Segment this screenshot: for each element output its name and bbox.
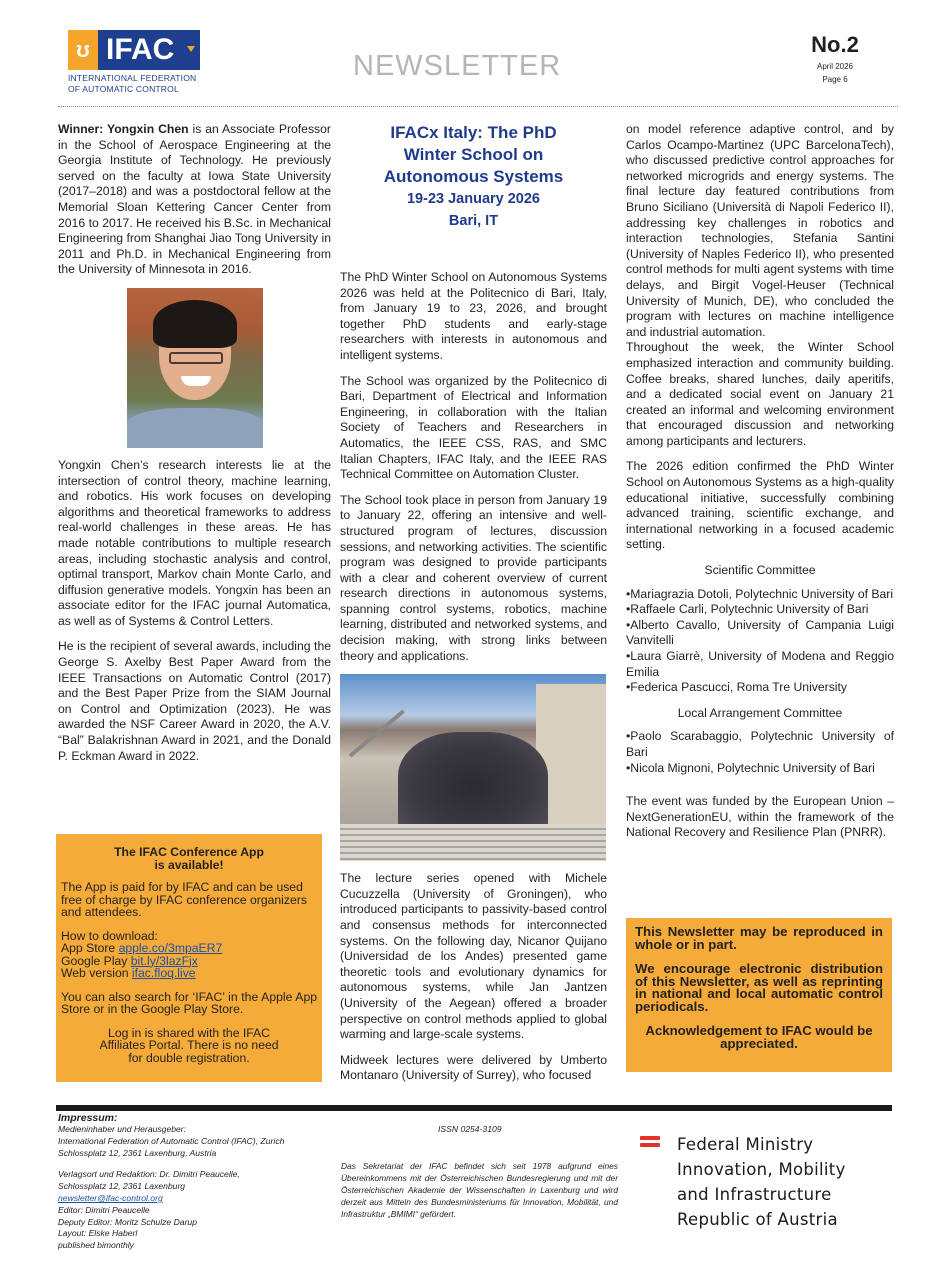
ifac-mark-icon: ʊ xyxy=(68,30,98,70)
ifac-logo-name xyxy=(98,30,200,70)
newsletter-title: NEWSLETTER xyxy=(353,50,562,82)
article-paragraph: The School took place in person from January 19 to January 22, offering an intensive and well-structured program of lectures, discussion sessions, and networking activities. The scientific program was designed to provide participants with a clear and coherent overview of current research directions in autonomous systems, spanning control systems, robotics, machine learning, distributed and networked systems, and decision making, with strong links between theory and applications. xyxy=(340,492,607,663)
column-2 xyxy=(340,122,607,1094)
page-number: Page 6 xyxy=(822,75,848,84)
header-divider xyxy=(58,106,898,107)
issue-number: No.2 xyxy=(811,32,859,57)
impressum-line: Layout: Elske Haberl xyxy=(58,1228,138,1239)
issue-date: April 2026 xyxy=(816,62,854,71)
issue-info xyxy=(805,32,865,84)
local-committee-list xyxy=(626,729,894,776)
austria-flag-icon xyxy=(640,1136,660,1150)
article-paragraph: The School was organized by the Politecnico di Bari, Department of Electrical and Information Engineering, in collaboration with the Italian Society of Teachers and Researchers in Automatics, the IEEE CSS, RAS, and SMC Italian Chapters, IFAC Italy, and the IEEE RAS Technical Committee on Automation Cluster. xyxy=(340,373,607,482)
footer-divider xyxy=(56,1105,892,1111)
ministry-line2: Innovation, Mobility xyxy=(677,1160,846,1179)
reproduction-notice-box xyxy=(626,918,892,1072)
repro-para3: Acknowledgement to IFAC would be appreciated. xyxy=(645,1023,873,1051)
column-3 xyxy=(626,122,894,851)
article-paragraph: The lecture series opened with Michele Cucuzzella (University of Groningen), who introduced participants to passivity-based control and consensus methods for interconnected systems. On the following day, Nicanor Quijano (Universidad de los Andes) presented game theoretic tools and evolutionary dynamics for autonomous systems, while Jan Jantzen (University of the Aegean) offered a broader perspective on control methods applied to global warming and large-scale systems. xyxy=(340,871,607,1042)
app-search-note: You can also search for ‘IFAC’ in the Apple App Store or in the Google Play Store. xyxy=(61,989,317,1016)
committee-member: •Federica Pascucci, Roma Tre University xyxy=(626,680,847,695)
ministry-logo xyxy=(640,1132,846,1232)
app-store-link[interactable]: apple.co/3mpaER7 xyxy=(118,941,223,955)
headline-line2: Winter School on xyxy=(403,145,544,164)
web-version-link[interactable]: ifac.floq.live xyxy=(131,966,196,980)
article-headline xyxy=(340,122,607,232)
impressum-line: International Federation of Automatic Control (IFAC), Zurich xyxy=(58,1135,285,1146)
winner-portrait-image xyxy=(127,288,263,448)
logo-triangle-icon xyxy=(187,46,195,52)
committee-member: •Raffaele Carli, Polytechnic University of Bari xyxy=(626,602,869,617)
scientific-committee-title: Scientific Committee xyxy=(704,563,816,578)
sekretariat-note: Das Sekretariat der IFAC befindet sich seit 1978 aufgrund eines Übereinkommens mit der Österreichischen Bundesregierung und mit der Österreichischen Akademie der Wissenschaften in Laxenburg und wird derzeit aus Mitteln des Bundesministeriums für Innovation, Mobilität, und Infrastruktur „BMIMI“ gefördert. xyxy=(341,1161,618,1219)
how-to-download-label: How to download: xyxy=(61,928,158,943)
scientific-committee-list xyxy=(626,587,894,696)
article-paragraph: The 2026 edition confirmed the PhD Winter School on Autonomous Systems as a high-quality educational initiative, successfully combining advanced training, scientific exchange, and international networking in a focused academic setting. xyxy=(626,459,894,552)
article-paragraph: on model reference adaptive control, and by Carlos Ocampo-Martinez (UPC BarcelonaTech), who discussed predictive control approaches for networked microgrids and energy systems. The final lecture day featured contributions from Bruno Siciliano (Università di Napoli Federico II), addressing key challenges in robotics and interaction technologies, Stefania Santini (University of Naples Federico II), who presented control methods for multi agent systems with time delays, and Birgit Vogel-Heuser (Technical University of Munich, DE), who concluded the program with lectures on machine intelligence and industrial automation. xyxy=(626,122,894,339)
committee-member: •Laura Giarrè, University of Modena and Reggio Emilia xyxy=(626,649,894,679)
repro-para2: We encourage electronic distribution of this Newsletter, as well as reprinting in national and local automatic control periodicals. xyxy=(635,961,883,1014)
impressum-line: Schlossplatz 12, 2361 Laxenburg, Austria xyxy=(58,1147,217,1158)
google-play-link[interactable]: bit.ly/3lazFjx xyxy=(130,953,198,968)
impressum-line: Schlossplatz 12, 2361 Laxenburg xyxy=(58,1181,186,1192)
column-1 xyxy=(58,122,331,774)
winner-name: Winner: Yongxin Chen xyxy=(58,122,189,136)
app-title-line1: The IFAC Conference App xyxy=(114,845,264,859)
research-paragraph: Yongxin Chen’s research interests lie at the intersection of control theory, machine learning, and robotics. His work focuses on developing algorithms and theoretical frameworks to address real-world challenges in these areas. He has made notable contributions to multiple research areas, including stochastic analysis and control, optimal transport, Markov chain Monte Carlo, and diffusion generative models. Yongxin has been an associate editor for the IFAC journal Automatica, as well as of Systems & Control Letters. xyxy=(58,457,331,628)
ministry-line1: Federal Ministry xyxy=(677,1135,814,1154)
issn: ISSN 0254-3109 xyxy=(438,1124,502,1134)
winner-intro-text: is an Associate Professor in the School of Aerospace Engineering at the Georgia Institute of Technology. He previously served on the faculty at Iowa State University (2017–2018) and was a postdoctoral fellow at the Memorial Sloan Kettering Cancer Center from 2016 to 2017. He received his B.Sc. in Mechanical Engineering from Shanghai Jiao Tong University in 2011 and Ph.D. in Mechanical Engineering from the University of Minnesota in 2016. xyxy=(58,122,331,277)
awards-paragraph: He is the recipient of several awards, including the George S. Axelby Best Paper Award from the IEEE Transactions on Automatic Control (2017) and the Best Paper Prize from the SIAM Journal on Control and Optimization (2023). He was awarded the NSF Career Award in 2020, the A.V. “Bal” Balakrishnan Award in 2021, and the Donald P. Eckman Award in 2022. xyxy=(58,639,331,763)
committee-member: •Alberto Cavallo, University of Campania Luigi Vanvitelli xyxy=(626,617,894,648)
impressum-line: Verlagsort und Redaktion: Dr. Dimitri Peaucelle, xyxy=(58,1169,240,1180)
headline-line1: IFACx Italy: The PhD xyxy=(390,123,557,142)
event-location: Bari, IT xyxy=(448,213,499,229)
web-version-label: Web version xyxy=(61,966,132,980)
logo-text: IFAC xyxy=(106,33,175,66)
impressum-line: published bimonthly xyxy=(58,1240,134,1251)
conference-app-box xyxy=(56,834,322,1082)
winner-intro xyxy=(58,122,331,278)
app-title-line2: is available! xyxy=(154,857,224,872)
logo-subtitle-line1: INTERNATIONAL FEDERATION xyxy=(68,73,197,83)
ministry-line3: and Infrastructure xyxy=(677,1185,832,1204)
committee-member: •Mariagrazia Dotoli, Polytechnic University of Bari xyxy=(626,586,894,601)
ministry-line4: Republic of Austria xyxy=(677,1210,838,1229)
funding-note: The event was funded by the European Union – NextGenerationEU, within the framework of the National Recovery and Resilience Plan (PNRR). xyxy=(626,794,894,840)
impressum-line: Editor: Dimitri Peaucelle xyxy=(58,1204,150,1215)
headline-line3: Autonomous Systems xyxy=(383,167,564,186)
repro-para1: This Newsletter may be reproduced in whole or in part. xyxy=(635,924,883,952)
group-photo-image xyxy=(340,674,606,861)
google-play-label: Google Play xyxy=(61,953,131,968)
committee-member: •Paolo Scarabaggio, Polytechnic University of Bari xyxy=(626,729,894,759)
article-paragraph: The PhD Winter School on Autonomous Systems 2026 was held at the Politecnico di Bari, Italy, from January 19 to 23, 2026, and brought together PhD students and early-stage researchers with interests in autonomous and intelligent systems. xyxy=(340,270,607,362)
app-box-title xyxy=(61,846,317,871)
article-paragraph: Midweek lectures were delivered by Umberto Montanaro (University of Surrey), who focused xyxy=(340,1052,607,1083)
impressum xyxy=(58,1112,338,1252)
article-paragraph: Throughout the week, the Winter School emphasized interaction and community building. Coffee breaks, shared lunches, daily aperitifs, and a dedicated social event on January 21 created an informal and welcoming environment that encouraged discussion and networking among participants and lecturers. xyxy=(626,340,894,448)
newsletter-email-link[interactable]: newsletter@ifac-control.org xyxy=(58,1192,163,1203)
impressum-title: Impressum: xyxy=(58,1112,118,1124)
app-description: The App is paid for by IFAC and can be used free of charge by IFAC conference organizers and attendees. xyxy=(61,880,307,919)
logo-subtitle-line2: OF AUTOMATIC CONTROL xyxy=(68,84,179,94)
event-dates: 19-23 January 2026 xyxy=(406,191,540,207)
app-login-note: Log in is shared with the IFAC Affiliates Portal. There is no need for double registration. xyxy=(99,1025,279,1065)
app-store-label: App Store xyxy=(61,941,119,955)
impressum-line: Deputy Editor: Moritz Schulze Darup xyxy=(58,1216,197,1227)
ifac-logo xyxy=(68,30,200,95)
local-committee-title: Local Arrangement Committee xyxy=(677,705,843,720)
app-download-list xyxy=(61,930,317,980)
committee-member: •Nicola Mignoni, Polytechnic University of Bari xyxy=(626,760,875,775)
impressum-line: Medieninhaber und Herausgeber: xyxy=(58,1124,187,1134)
